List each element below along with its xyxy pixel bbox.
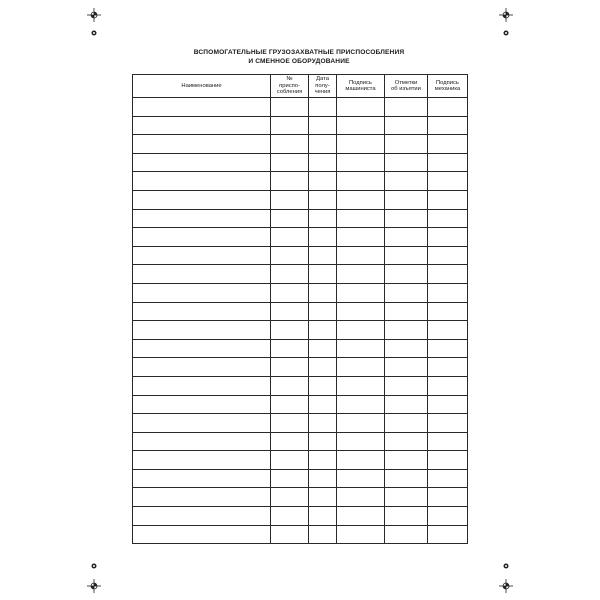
table-cell — [133, 190, 271, 209]
table-cell — [385, 339, 428, 358]
table-cell — [385, 469, 428, 488]
table-cell — [309, 451, 337, 470]
table-row — [133, 376, 468, 395]
table-row — [133, 116, 468, 135]
table-cell — [428, 395, 468, 414]
table-cell — [337, 283, 385, 302]
table-cell — [428, 265, 468, 284]
table-cell — [271, 358, 309, 377]
title-line-1: ВСПОМОГАТЕЛЬНЫЕ ГРУЗОЗАХВАТНЫЕ ПРИСПОСОБЛЕНИЯ — [193, 49, 405, 56]
table-cell — [133, 283, 271, 302]
table-cell — [133, 135, 271, 154]
table-cell — [385, 376, 428, 395]
table-cell — [133, 488, 271, 507]
table-cell — [271, 98, 309, 117]
column-header-mechanic-signature: Подпись механика — [428, 75, 468, 98]
table-cell — [337, 172, 385, 191]
crop-mark-bottom-left-icon — [87, 579, 101, 593]
table-row — [133, 432, 468, 451]
table-cell — [385, 190, 428, 209]
table-cell — [309, 432, 337, 451]
table-cell — [309, 209, 337, 228]
table-row — [133, 414, 468, 433]
crop-mark-top-left-icon — [87, 8, 101, 22]
table-cell — [133, 432, 271, 451]
table-cell — [337, 209, 385, 228]
table-cell — [385, 172, 428, 191]
table-cell — [309, 488, 337, 507]
table-cell — [133, 116, 271, 135]
table-cell — [337, 321, 385, 340]
table-cell — [271, 246, 309, 265]
table-cell — [337, 507, 385, 526]
table-row — [133, 451, 468, 470]
table-header-row — [133, 75, 468, 98]
table-cell — [271, 321, 309, 340]
table-cell — [428, 209, 468, 228]
column-header-receipt-date: Дата полу- чения — [309, 75, 337, 98]
table-cell — [271, 228, 309, 247]
table-cell — [337, 525, 385, 544]
table-cell — [309, 507, 337, 526]
table-cell — [428, 98, 468, 117]
dot-mark-top-left-icon — [91, 30, 97, 36]
table-cell — [133, 302, 271, 321]
table-cell — [309, 321, 337, 340]
table-cell — [428, 283, 468, 302]
table-cell — [133, 265, 271, 284]
table-cell — [428, 135, 468, 154]
table-cell — [385, 358, 428, 377]
table-cell — [385, 283, 428, 302]
table-cell — [133, 98, 271, 117]
table-cell — [309, 358, 337, 377]
table-cell — [133, 228, 271, 247]
table-cell — [133, 246, 271, 265]
table-cell — [337, 246, 385, 265]
crop-mark-top-right-icon — [499, 8, 513, 22]
table-cell — [271, 283, 309, 302]
table-cell — [133, 451, 271, 470]
title-line-2: И СМЕННОЕ ОБОРУДОВАНИЕ — [248, 58, 350, 65]
table-cell — [385, 116, 428, 135]
table-cell — [337, 98, 385, 117]
table-row — [133, 507, 468, 526]
table-body — [133, 98, 468, 544]
table-row — [133, 153, 468, 172]
table-cell — [133, 376, 271, 395]
table-cell — [309, 190, 337, 209]
table-cell — [309, 376, 337, 395]
table-cell — [337, 432, 385, 451]
table-cell — [271, 525, 309, 544]
table-cell — [271, 209, 309, 228]
table-cell — [133, 209, 271, 228]
equipment-log-table — [132, 74, 468, 544]
table-cell — [271, 172, 309, 191]
table-cell — [309, 246, 337, 265]
table-cell — [309, 525, 337, 544]
table-row — [133, 228, 468, 247]
table-cell — [271, 116, 309, 135]
table-cell — [271, 507, 309, 526]
table-cell — [337, 376, 385, 395]
table-row — [133, 283, 468, 302]
table-cell — [309, 283, 337, 302]
table-cell — [337, 339, 385, 358]
dot-mark-bottom-left-icon — [91, 563, 97, 569]
table-cell — [428, 321, 468, 340]
table-cell — [337, 469, 385, 488]
table-cell — [309, 116, 337, 135]
table-cell — [133, 525, 271, 544]
table-cell — [428, 488, 468, 507]
table-cell — [309, 98, 337, 117]
table-cell — [309, 172, 337, 191]
dot-mark-bottom-right-icon — [503, 563, 509, 569]
table-cell — [271, 339, 309, 358]
table-cell — [337, 488, 385, 507]
table-cell — [385, 302, 428, 321]
table-cell — [385, 525, 428, 544]
table-cell — [309, 228, 337, 247]
table-cell — [337, 302, 385, 321]
table-cell — [271, 153, 309, 172]
table-cell — [385, 414, 428, 433]
table-row — [133, 302, 468, 321]
table-cell — [385, 153, 428, 172]
table-cell — [337, 451, 385, 470]
table-cell — [309, 339, 337, 358]
table-row — [133, 98, 468, 117]
table-cell — [385, 209, 428, 228]
table-row — [133, 265, 468, 284]
table-cell — [428, 228, 468, 247]
table-cell — [428, 469, 468, 488]
table-cell — [385, 265, 428, 284]
table-cell — [337, 116, 385, 135]
table-cell — [309, 414, 337, 433]
table-cell — [428, 376, 468, 395]
table-cell — [271, 265, 309, 284]
table-cell — [271, 302, 309, 321]
table-row — [133, 469, 468, 488]
table-cell — [428, 339, 468, 358]
table-cell — [337, 190, 385, 209]
table-cell — [133, 321, 271, 340]
column-header-device-number: № приспо- собления — [271, 75, 309, 98]
table-cell — [385, 432, 428, 451]
dot-mark-top-right-icon — [503, 30, 509, 36]
table-cell — [428, 414, 468, 433]
table-cell — [428, 172, 468, 191]
table-cell — [133, 358, 271, 377]
table-row — [133, 190, 468, 209]
table-cell — [309, 302, 337, 321]
table-cell — [428, 153, 468, 172]
table-cell — [385, 246, 428, 265]
table-cell — [428, 302, 468, 321]
table-row — [133, 246, 468, 265]
table-cell — [428, 358, 468, 377]
table-cell — [309, 265, 337, 284]
table-cell — [337, 153, 385, 172]
table-cell — [385, 98, 428, 117]
column-header-withdrawal-notes: Отметки об изъятии — [385, 75, 428, 98]
table-cell — [385, 488, 428, 507]
table-row — [133, 358, 468, 377]
table-cell — [133, 339, 271, 358]
document-title — [132, 48, 466, 66]
table-cell — [385, 321, 428, 340]
table-cell — [133, 172, 271, 191]
column-header-operator-signature: Подпись машиниста — [337, 75, 385, 98]
table-cell — [337, 265, 385, 284]
table-row — [133, 525, 468, 544]
table-cell — [271, 190, 309, 209]
table-cell — [133, 507, 271, 526]
table-cell — [337, 358, 385, 377]
table-cell — [133, 153, 271, 172]
column-header-name: Наименование — [133, 75, 271, 98]
table-row — [133, 488, 468, 507]
table-cell — [428, 507, 468, 526]
table-row — [133, 209, 468, 228]
table-cell — [271, 432, 309, 451]
table-row — [133, 135, 468, 154]
table-cell — [309, 469, 337, 488]
table-cell — [133, 414, 271, 433]
table-cell — [385, 228, 428, 247]
table-cell — [337, 228, 385, 247]
table-row — [133, 339, 468, 358]
crop-mark-bottom-right-icon — [499, 579, 513, 593]
table-cell — [428, 190, 468, 209]
table-cell — [428, 246, 468, 265]
table-cell — [309, 395, 337, 414]
table-row — [133, 172, 468, 191]
table-cell — [385, 135, 428, 154]
table-cell — [337, 414, 385, 433]
table-cell — [271, 469, 309, 488]
table-cell — [271, 135, 309, 154]
table-cell — [271, 395, 309, 414]
table-cell — [428, 525, 468, 544]
table-cell — [428, 451, 468, 470]
table-row — [133, 395, 468, 414]
table-cell — [271, 376, 309, 395]
table-cell — [133, 469, 271, 488]
table-cell — [271, 451, 309, 470]
table-cell — [271, 414, 309, 433]
table-cell — [385, 507, 428, 526]
table-row — [133, 321, 468, 340]
table-cell — [309, 153, 337, 172]
table-cell — [337, 135, 385, 154]
table-cell — [385, 395, 428, 414]
table-cell — [337, 395, 385, 414]
table-cell — [309, 135, 337, 154]
table-cell — [428, 116, 468, 135]
table-cell — [271, 488, 309, 507]
table-cell — [385, 451, 428, 470]
table-cell — [428, 432, 468, 451]
table-cell — [133, 395, 271, 414]
